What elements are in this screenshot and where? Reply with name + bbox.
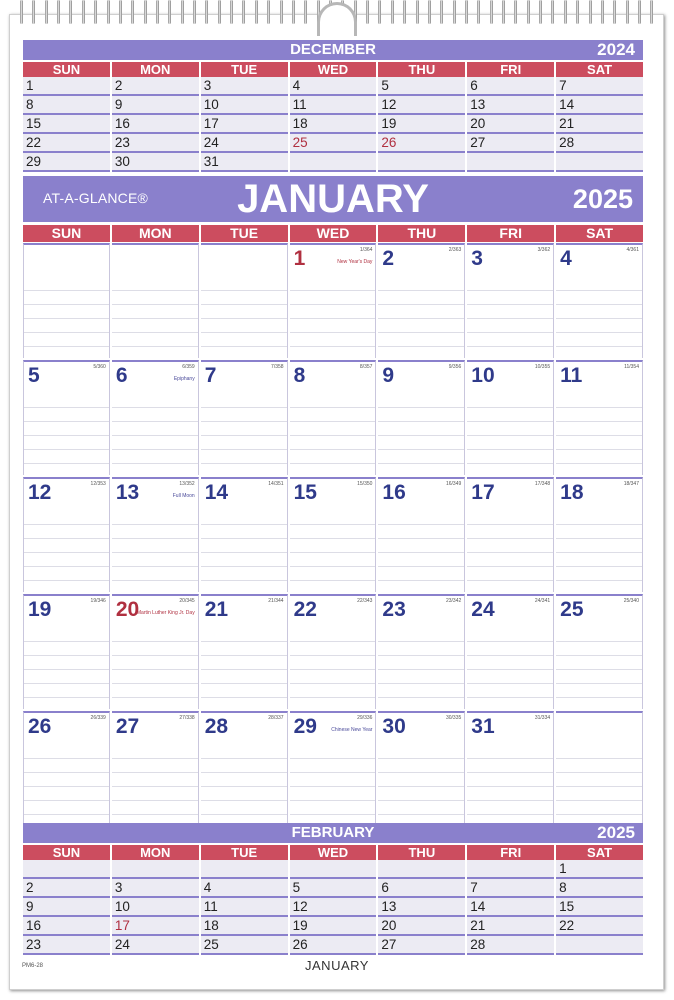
mini-date-cell: 6 — [467, 77, 554, 96]
december-mini-calendar — [23, 40, 643, 172]
day-cell — [112, 477, 199, 592]
mini-date-cell: 13 — [467, 96, 554, 115]
date-number: 13 — [115, 481, 140, 504]
day-cell — [112, 711, 199, 826]
coil-ring — [613, 0, 616, 24]
mini-date-cell: 2 — [112, 77, 199, 96]
coil-ring — [230, 0, 233, 24]
day-of-year: 23/342 — [445, 598, 462, 604]
mini-date-cell: 17 — [201, 115, 288, 134]
coil-ring — [428, 0, 431, 24]
day-of-year: 7/358 — [271, 364, 284, 370]
january-year-label: 2025 — [572, 184, 633, 214]
day-of-year: 26/339 — [90, 715, 106, 721]
day-cell — [378, 360, 465, 475]
mini-date-cell: 21 — [467, 917, 554, 936]
day-cell — [556, 594, 643, 709]
february-header — [23, 823, 643, 843]
day-of-year: 13/352 — [179, 481, 195, 487]
coil-ring — [650, 0, 653, 24]
day-of-year: 14/351 — [268, 481, 284, 487]
day-of-year: 25/340 — [623, 598, 639, 604]
coil-ring — [144, 0, 147, 24]
coil-ring — [477, 0, 480, 24]
mini-date-cell: 9 — [23, 898, 110, 917]
mini-date-cell: 16 — [23, 917, 110, 936]
mini-date-cell: 23 — [23, 936, 110, 955]
day-cell — [23, 594, 110, 709]
mini-date-cell: 28 — [467, 936, 554, 955]
mini-date-cell: 25 — [290, 134, 377, 153]
date-number: 1 — [293, 247, 306, 270]
date-number: 15 — [293, 481, 317, 504]
mini-date-cell: 17 — [112, 917, 199, 936]
mini-date-cell: 10 — [201, 96, 288, 115]
date-number: 16 — [382, 481, 406, 504]
mini-date-cell — [556, 153, 643, 172]
coil-ring — [514, 0, 517, 24]
coil-ring — [181, 0, 184, 24]
coil-ring — [57, 0, 60, 24]
date-number: 26 — [28, 715, 52, 738]
coil-ring — [378, 0, 381, 24]
mini-date-cell: 3 — [112, 879, 199, 898]
mini-date-cell: 5 — [290, 879, 377, 898]
coil-ring — [255, 0, 258, 24]
mini-date-cell: 6 — [378, 879, 465, 898]
day-header: TUE — [201, 225, 288, 242]
mini-date-cell — [467, 153, 554, 172]
mini-date-cell: 31 — [201, 153, 288, 172]
mini-date-cell: 11 — [290, 96, 377, 115]
date-number: 27 — [115, 715, 140, 738]
coil-ring — [539, 0, 542, 24]
day-header: FRI — [467, 62, 554, 77]
day-header: TUE — [201, 845, 288, 860]
coil-ring — [490, 0, 493, 24]
date-number: 22 — [293, 598, 317, 621]
mini-date-cell: 16 — [112, 115, 199, 134]
mini-date-cell: 8 — [556, 879, 643, 898]
day-of-year: 21/344 — [268, 598, 284, 604]
date-number: 8 — [293, 364, 306, 387]
coil-ring — [601, 0, 604, 24]
mini-date-cell — [23, 860, 110, 879]
mini-date-cell — [378, 860, 465, 879]
january-header — [23, 176, 643, 222]
coil-ring — [638, 0, 641, 24]
coil-ring — [119, 0, 122, 24]
coil-ring — [465, 0, 468, 24]
mini-date-cell: 1 — [556, 860, 643, 879]
day-header: FRI — [467, 845, 554, 860]
date-number: 25 — [560, 598, 584, 621]
date-number: 5 — [28, 364, 40, 387]
coil-ring — [20, 0, 23, 24]
coil-ring — [82, 0, 85, 24]
day-of-year: 2/363 — [448, 247, 462, 253]
mini-date-cell: 1 — [23, 77, 110, 96]
january-month-title: JANUARY — [237, 177, 429, 221]
day-header: TUE — [201, 62, 288, 77]
date-number: 3 — [471, 247, 483, 270]
day-cell — [556, 243, 643, 358]
date-number: 12 — [28, 481, 52, 504]
coil-ring — [304, 0, 307, 24]
coil-ring — [69, 0, 72, 24]
day-of-year: 4/361 — [626, 247, 639, 253]
day-of-year: 17/348 — [534, 481, 551, 487]
day-cell — [23, 243, 110, 358]
date-number: 2 — [382, 247, 395, 270]
coil-ring — [551, 0, 554, 24]
mini-date-cell: 27 — [467, 134, 554, 153]
day-header: WED — [290, 62, 377, 77]
day-of-year: 27/338 — [179, 715, 195, 721]
mini-date-cell: 7 — [467, 879, 554, 898]
december-year-label: 2024 — [597, 40, 635, 59]
day-cell — [378, 243, 465, 358]
brand-logo: AT-A-GLANCE® — [43, 190, 149, 206]
day-cell — [467, 594, 554, 709]
date-number: 18 — [560, 481, 584, 504]
december-header — [23, 40, 643, 60]
mini-date-cell: 3 — [201, 77, 288, 96]
day-cell — [112, 243, 199, 358]
coil-ring — [576, 0, 579, 24]
day-cell — [201, 594, 288, 709]
coil-ring — [45, 0, 48, 24]
coil-ring — [453, 0, 456, 24]
day-note: Epiphany — [173, 376, 195, 382]
mini-date-cell — [556, 936, 643, 955]
date-number: 11 — [560, 364, 583, 387]
day-note: Full Moon — [172, 493, 195, 499]
coil-ring — [94, 0, 97, 24]
coil-ring — [589, 0, 592, 24]
day-of-year: 18/347 — [623, 481, 639, 487]
day-of-year: 3/362 — [537, 247, 551, 253]
mini-date-cell: 29 — [23, 153, 110, 172]
mini-date-cell: 18 — [290, 115, 377, 134]
mini-date-cell — [290, 153, 377, 172]
day-cell — [467, 360, 554, 475]
day-header: THU — [378, 225, 465, 242]
date-number: 19 — [28, 598, 52, 621]
day-of-year: 1/364 — [359, 247, 373, 253]
day-cell — [201, 477, 288, 592]
coil-ring — [242, 0, 245, 24]
mini-date-cell: 26 — [378, 134, 465, 153]
mini-date-cell: 12 — [290, 898, 377, 917]
january-date-grid — [23, 243, 643, 826]
mini-date-cell: 26 — [290, 936, 377, 955]
day-header: SAT — [556, 845, 643, 860]
day-cell — [112, 594, 199, 709]
mini-date-cell: 30 — [112, 153, 199, 172]
day-of-year: 15/350 — [357, 481, 373, 487]
mini-date-cell: 12 — [378, 96, 465, 115]
date-number: 21 — [204, 598, 229, 621]
day-header: MON — [112, 225, 199, 242]
mini-date-cell: 24 — [112, 936, 199, 955]
date-number: 4 — [560, 247, 572, 270]
day-of-year: 10/355 — [534, 364, 551, 370]
coil-ring — [32, 0, 35, 24]
day-cell — [201, 360, 288, 475]
day-cell — [290, 243, 377, 358]
day-header: SUN — [23, 62, 110, 77]
date-number: 10 — [471, 364, 495, 387]
coil-ring — [218, 0, 221, 24]
day-of-year: 19/346 — [90, 598, 106, 604]
date-number: 7 — [204, 364, 217, 387]
coil-ring — [391, 0, 394, 24]
day-header: SAT — [556, 225, 643, 242]
coil-ring — [107, 0, 110, 24]
february-day-headers — [23, 845, 643, 860]
mini-date-cell: 5 — [378, 77, 465, 96]
coil-ring — [168, 0, 171, 24]
mini-date-cell: 15 — [23, 115, 110, 134]
date-number: 24 — [471, 598, 495, 621]
mini-date-cell: 7 — [556, 77, 643, 96]
date-number: 17 — [471, 481, 495, 504]
product-code: PM6-28 — [22, 963, 44, 969]
day-cell — [467, 711, 554, 826]
mini-date-cell: 20 — [378, 917, 465, 936]
december-date-grid — [23, 77, 643, 172]
day-cell — [378, 594, 465, 709]
day-header: FRI — [467, 225, 554, 242]
coil-ring — [156, 0, 159, 24]
coil-ring — [564, 0, 567, 24]
coil-ring — [366, 0, 369, 24]
day-of-year: 9/356 — [448, 364, 462, 370]
date-number: 20 — [115, 598, 140, 621]
day-header: MON — [112, 62, 199, 77]
day-of-year: 22/343 — [357, 598, 373, 604]
day-cell — [23, 711, 110, 826]
day-of-year: 20/345 — [179, 598, 195, 604]
coil-ring — [205, 0, 208, 24]
footer-month-title: JANUARY — [305, 958, 369, 973]
day-of-year: 30/335 — [445, 715, 462, 721]
coil-ring — [502, 0, 505, 24]
mini-date-cell: 4 — [290, 77, 377, 96]
mini-date-cell: 18 — [201, 917, 288, 936]
day-header: SUN — [23, 845, 110, 860]
mini-date-cell: 23 — [112, 134, 199, 153]
december-month-label: DECEMBER — [290, 41, 376, 58]
day-note: Chinese New Year — [331, 727, 373, 733]
day-of-year: 12/353 — [90, 481, 106, 487]
mini-date-cell: 2 — [23, 879, 110, 898]
day-cell — [201, 243, 288, 358]
day-header: MON — [112, 845, 199, 860]
mini-date-cell: 9 — [112, 96, 199, 115]
february-date-grid — [23, 860, 643, 955]
mini-date-cell: 19 — [290, 917, 377, 936]
january-day-headers — [23, 225, 643, 242]
coil-ring — [416, 0, 419, 24]
day-of-year: 5/360 — [93, 364, 106, 370]
day-header: WED — [290, 845, 377, 860]
mini-date-cell: 8 — [23, 96, 110, 115]
day-header: THU — [378, 845, 465, 860]
mini-date-cell: 24 — [201, 134, 288, 153]
date-number: 6 — [115, 364, 128, 387]
day-cell — [556, 477, 643, 592]
day-header: THU — [378, 62, 465, 77]
day-of-year: 29/336 — [357, 715, 373, 721]
day-cell — [378, 477, 465, 592]
date-number: 29 — [293, 715, 317, 738]
coil-ring — [403, 0, 406, 24]
day-cell — [467, 477, 554, 592]
mini-date-cell — [112, 860, 199, 879]
mini-date-cell: 14 — [556, 96, 643, 115]
mini-date-cell: 10 — [112, 898, 199, 917]
date-number: 30 — [382, 715, 406, 738]
day-of-year: 8/357 — [359, 364, 373, 370]
mini-date-cell: 13 — [378, 898, 465, 917]
coil-ring — [267, 0, 270, 24]
day-cell — [467, 243, 554, 358]
day-cell — [378, 711, 465, 826]
mini-date-cell: 28 — [556, 134, 643, 153]
day-cell — [556, 360, 643, 475]
mini-date-cell — [378, 153, 465, 172]
mini-date-cell: 4 — [201, 879, 288, 898]
day-note: Martin Luther King Jr. Day — [136, 610, 195, 616]
mini-date-cell: 14 — [467, 898, 554, 917]
day-header: WED — [290, 225, 377, 242]
day-of-year: 11/354 — [624, 364, 639, 370]
day-cell — [290, 594, 377, 709]
mini-date-cell — [467, 860, 554, 879]
mini-date-cell — [290, 860, 377, 879]
day-cell — [290, 360, 377, 475]
day-of-year: 28/337 — [268, 715, 284, 721]
mini-date-cell: 21 — [556, 115, 643, 134]
hanger-hook — [317, 2, 357, 36]
mini-date-cell: 11 — [201, 898, 288, 917]
day-of-year: 24/341 — [534, 598, 551, 604]
february-year-label: 2025 — [597, 823, 635, 842]
day-cell — [112, 360, 199, 475]
date-number: 28 — [204, 715, 229, 738]
day-header: SUN — [23, 225, 110, 242]
mini-date-cell: 27 — [378, 936, 465, 955]
day-of-year: 6/359 — [182, 364, 195, 370]
date-number: 23 — [382, 598, 406, 621]
day-cell — [290, 477, 377, 592]
coil-ring — [626, 0, 629, 24]
mini-date-cell: 15 — [556, 898, 643, 917]
february-mini-calendar — [23, 823, 643, 955]
day-of-year: 16/349 — [445, 481, 462, 487]
day-note: New Year's Day — [337, 259, 373, 265]
december-day-headers — [23, 62, 643, 77]
day-of-year: 31/334 — [534, 715, 551, 721]
mini-date-cell: 22 — [556, 917, 643, 936]
mini-date-cell — [201, 860, 288, 879]
coil-ring — [527, 0, 530, 24]
coil-ring — [292, 0, 295, 24]
date-number: 9 — [382, 364, 395, 387]
day-cell — [23, 360, 110, 475]
coil-ring — [440, 0, 443, 24]
mini-date-cell: 22 — [23, 134, 110, 153]
day-cell — [201, 711, 288, 826]
coil-ring — [193, 0, 196, 24]
mini-date-cell: 19 — [378, 115, 465, 134]
coil-ring — [131, 0, 134, 24]
day-cell — [556, 711, 643, 826]
day-cell — [23, 477, 110, 592]
mini-date-cell: 25 — [201, 936, 288, 955]
date-number: 14 — [204, 481, 229, 504]
coil-ring — [280, 0, 283, 24]
day-header: SAT — [556, 62, 643, 77]
day-cell — [290, 711, 377, 826]
february-month-label: FEBRUARY — [291, 824, 375, 841]
date-number: 31 — [471, 715, 495, 738]
mini-date-cell: 20 — [467, 115, 554, 134]
